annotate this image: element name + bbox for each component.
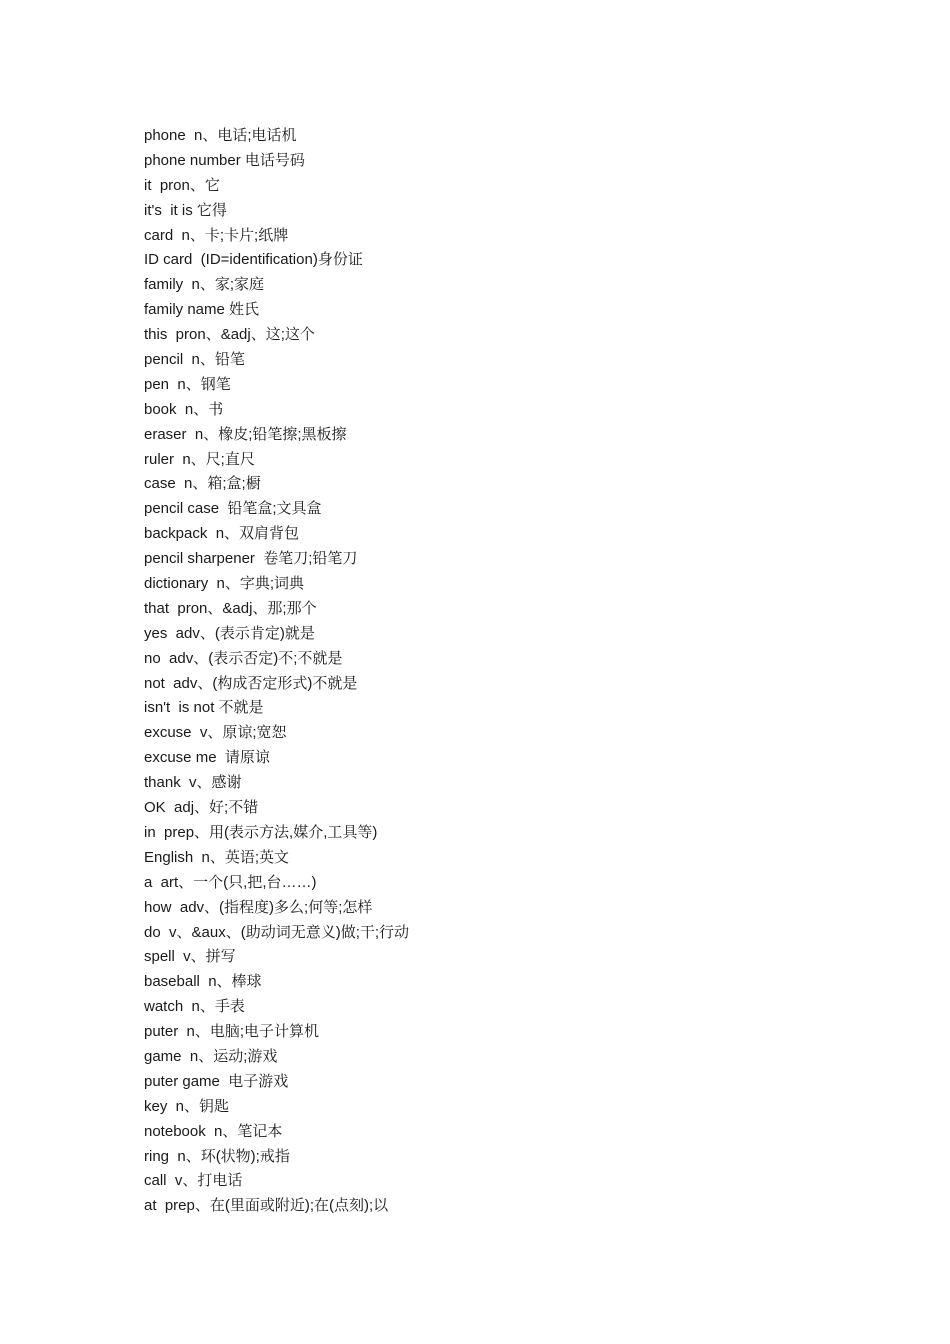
vocabulary-entry: family n、家;家庭 (144, 276, 265, 294)
vocabulary-entry: isn't is not 不就是 (144, 699, 264, 717)
vocabulary-entry: family name 姓氏 (144, 301, 260, 319)
vocabulary-entry: that pron、&adj、那;那个 (144, 599, 317, 617)
vocabulary-entry: this pron、&adj、这;这个 (144, 326, 315, 344)
vocabulary-entry: ruler n、尺;直尺 (144, 450, 255, 468)
vocabulary-entry: call v、打电话 (144, 1172, 243, 1190)
vocabulary-entry: in prep、用(表示方法,媒介,工具等) (144, 823, 378, 841)
vocabulary-entry: puter game 电子游戏 (144, 1072, 289, 1090)
vocabulary-entry: notebook n、笔记本 (144, 1122, 283, 1140)
vocabulary-entry: at prep、在(里面或附近);在(点刻);以 (144, 1197, 389, 1215)
vocabulary-entry: puter n、电脑;电子计算机 (144, 1023, 320, 1041)
vocabulary-entry: pencil sharpener 卷笔刀;铅笔刀 (144, 550, 358, 568)
vocabulary-entry: OK adj、好;不错 (144, 799, 259, 817)
vocabulary-entry: phone number 电话号码 (144, 151, 305, 169)
vocabulary-entry: pencil case 铅笔盒;文具盒 (144, 500, 322, 518)
vocabulary-entry: backpack n、双肩背包 (144, 525, 300, 543)
vocabulary-entry: pencil n、铅笔 (144, 351, 245, 369)
vocabulary-entry: not adv、(构成否定形式)不就是 (144, 674, 358, 692)
vocabulary-entry: ring n、环(状物);戒指 (144, 1147, 290, 1165)
vocabulary-entry: pen n、钢笔 (144, 375, 231, 393)
vocabulary-entry: no adv、(表示否定)不;不就是 (144, 649, 343, 667)
vocabulary-entry: game n、运动;游戏 (144, 1047, 278, 1065)
vocabulary-entry: do v、&aux、(助动词无意义)做;干;行动 (144, 923, 410, 941)
vocabulary-entry: book n、书 (144, 400, 224, 418)
vocabulary-entry: eraser n、橡皮;铅笔擦;黑板擦 (144, 425, 347, 443)
vocabulary-entry: watch n、手表 (144, 998, 245, 1016)
vocabulary-entry: phone n、电话;电话机 (144, 127, 297, 144)
vocabulary-entry: it pron、它 (144, 176, 220, 194)
vocabulary-entry: ID card (ID=identification)身份证 (144, 251, 363, 269)
vocabulary-entry: excuse me 请原谅 (144, 749, 270, 767)
vocabulary-entry: card n、卡;卡片;纸牌 (144, 226, 289, 244)
vocabulary-list (144, 124, 409, 1219)
vocabulary-entry: excuse v、原谅;宽恕 (144, 724, 287, 742)
vocabulary-entry: key n、钥匙 (144, 1097, 230, 1115)
vocabulary-entry: how adv、(指程度)多么;何等;怎样 (144, 898, 373, 916)
vocabulary-entry: case n、箱;盒;橱 (144, 475, 261, 493)
vocabulary-entry: it's it is 它得 (144, 201, 227, 219)
vocabulary-entry: spell v、拼写 (144, 948, 236, 966)
vocabulary-entry: English n、英语;英文 (144, 848, 290, 866)
vocabulary-entry: thank v、感谢 (144, 774, 242, 792)
vocabulary-entry: a art、一个(只,把,台……) (144, 873, 317, 891)
vocabulary-entry: dictionary n、字典;词典 (144, 575, 305, 593)
vocabulary-entry: baseball n、棒球 (144, 973, 262, 991)
vocabulary-entry: yes adv、(表示肯定)就是 (144, 624, 315, 642)
